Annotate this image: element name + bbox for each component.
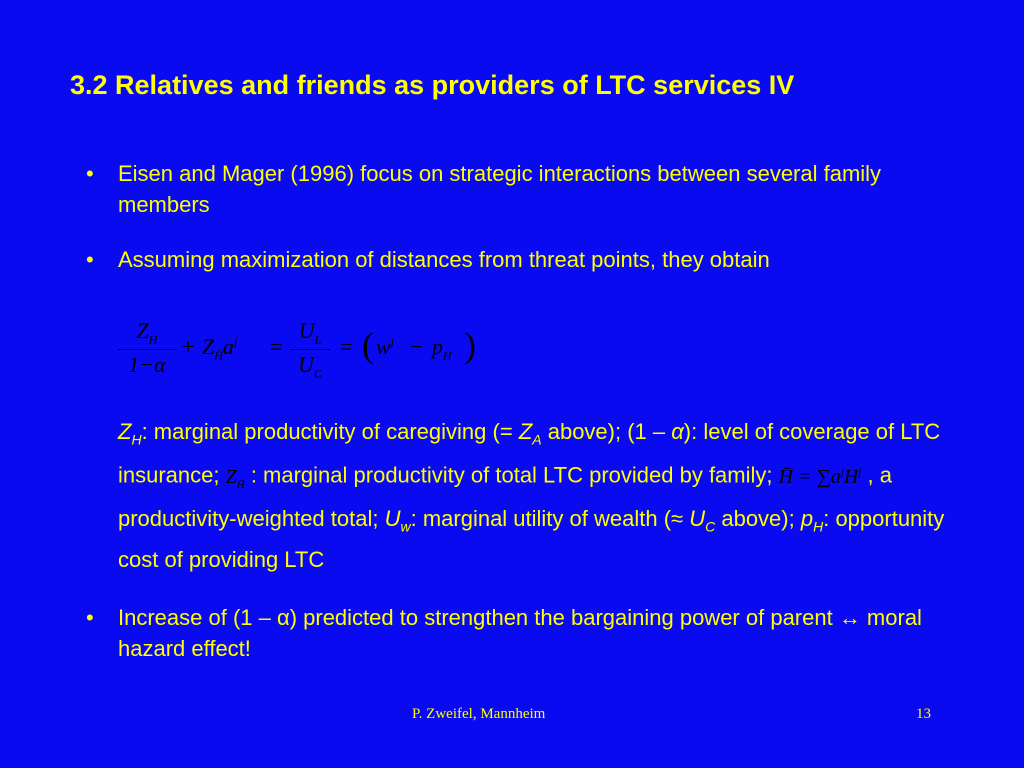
symbol-uw: $U_w$	[384, 506, 411, 535]
bullet-dot: •	[86, 605, 94, 630]
symbol-uc: $U_C$	[689, 506, 716, 535]
term-p: $p_H$	[432, 334, 452, 363]
formula-hbar: H̄ = $\sum a^jH^j$	[778, 466, 862, 489]
term-z-a: $Z_{H̄}a^j$	[202, 334, 238, 363]
paren-close: )	[464, 325, 476, 365]
equals-sign: =	[340, 334, 353, 359]
fraction-z-over-alpha	[118, 318, 176, 378]
footer-author: P. Zweifel, Mannheim	[412, 706, 546, 722]
bullet-text: Eisen and Mager (1996) focus on strategic interactions between several family members	[118, 161, 882, 217]
page-title: 3.2 Relatives and friends as providers of LTC services IV	[70, 70, 795, 100]
plus-sign: +	[182, 334, 195, 359]
symbol-ph: $p_H$	[800, 506, 824, 535]
footer-page-number: 13	[916, 706, 931, 722]
fraction-numerator: $U_L$	[298, 318, 322, 347]
bullet-dot: •	[86, 247, 94, 272]
symbol-za: $Z_A$	[518, 419, 542, 448]
fraction-bar	[290, 349, 330, 350]
equals-sign: =	[270, 334, 283, 359]
fraction-bar	[118, 349, 176, 350]
term-w: $w^j$	[376, 334, 395, 359]
symbol-alpha: α	[671, 419, 684, 444]
fraction-ul-over-uc	[290, 318, 330, 382]
bullet-dot: •	[86, 161, 94, 186]
definitions-paragraph: $Z_H$: marginal productivity of caregiving (= $Z_A$ above); (1 – α): level of coverage of LTC insurance; $Z_{H̄}$ : marginal productivity of total LTC provided by family; H̄ = $\sum a^jH^j$ , a productivity-weighted total; $U_w$: marginal utility of wealth (≈ $U_C$ above); $p_H$: opportunity cost of providing LTC	[118, 419, 945, 573]
paren-open: (	[362, 325, 374, 365]
symbol-zh: $Z_H$	[118, 419, 142, 448]
bullet-text: Increase of (1 – α) predicted to strengthen the bargaining power of parent ↔ moral hazard effect!	[118, 605, 922, 661]
fraction-denominator: 1−α	[128, 352, 166, 378]
symbol-zhbar: $Z_{H̄}$	[225, 466, 245, 492]
fraction-denominator: $U_C$	[298, 352, 322, 381]
bullet-text: Assuming maximization of distances from threat points, they obtain	[118, 247, 770, 272]
fraction-numerator: $Z_H$	[136, 318, 158, 347]
minus-sign: −	[410, 334, 423, 359]
